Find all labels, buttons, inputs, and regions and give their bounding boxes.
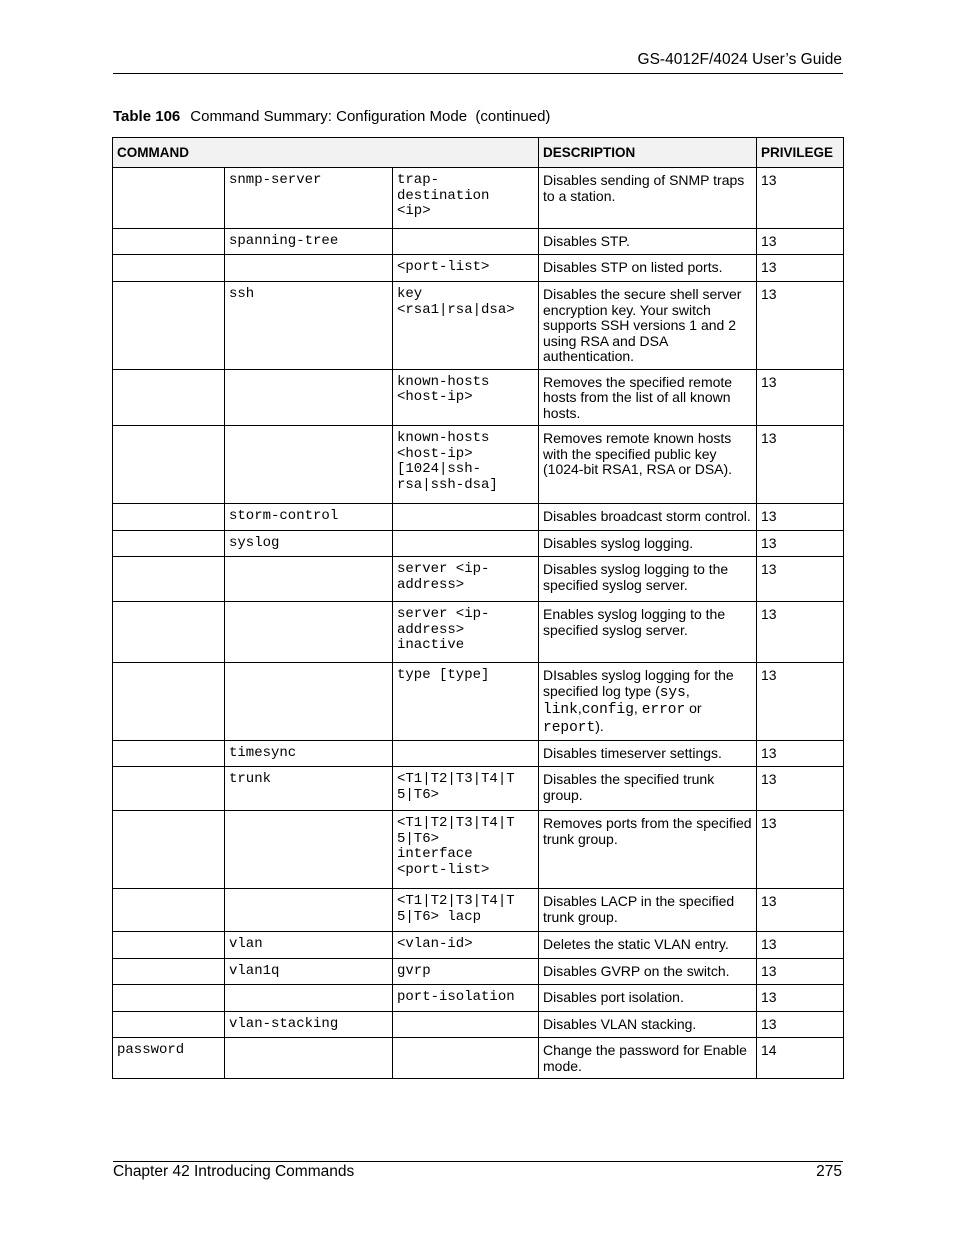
description-cell: Disables STP on listed ports. bbox=[539, 255, 757, 282]
subcommand-cell bbox=[225, 1038, 393, 1079]
description-cell: Disables syslog logging to the specified syslog server. bbox=[539, 557, 757, 602]
subcommand-cell: syslog bbox=[225, 531, 393, 557]
table-row bbox=[113, 811, 844, 889]
command-cell bbox=[113, 282, 225, 370]
command-cell bbox=[113, 959, 225, 985]
subcommand-cell bbox=[225, 369, 393, 426]
table-caption bbox=[113, 108, 550, 125]
privilege-cell: 13 bbox=[757, 531, 844, 557]
argument-cell bbox=[393, 1038, 539, 1079]
subcommand-cell: storm-control bbox=[225, 504, 393, 531]
argument-cell: <T1|T2|T3|T4|T 5|T6> bbox=[393, 767, 539, 811]
description-cell: Deletes the static VLAN entry. bbox=[539, 932, 757, 959]
table-row bbox=[113, 985, 844, 1012]
description-cell: Change the password for Enable mode. bbox=[539, 1038, 757, 1079]
subcommand-cell bbox=[225, 602, 393, 663]
table-row bbox=[113, 426, 844, 504]
table-body bbox=[113, 168, 844, 1079]
argument-cell: server <ip- address> inactive bbox=[393, 602, 539, 663]
command-cell bbox=[113, 168, 225, 229]
description-cell: Disables LACP in the specified trunk group. bbox=[539, 889, 757, 932]
command-cell bbox=[113, 557, 225, 602]
subcommand-cell: vlan-stacking bbox=[225, 1012, 393, 1038]
footer-chapter: Chapter 42 Introducing Commands bbox=[113, 1163, 355, 1180]
table-row bbox=[113, 255, 844, 282]
argument-cell bbox=[393, 1012, 539, 1038]
table-row bbox=[113, 369, 844, 426]
subcommand-cell bbox=[225, 557, 393, 602]
argument-cell: known-hosts <host-ip> bbox=[393, 369, 539, 426]
argument-cell: <port-list> bbox=[393, 255, 539, 282]
table-row bbox=[113, 504, 844, 531]
privilege-cell: 13 bbox=[757, 557, 844, 602]
subcommand-cell: timesync bbox=[225, 741, 393, 767]
argument-cell bbox=[393, 504, 539, 531]
privilege-cell: 13 bbox=[757, 282, 844, 370]
command-cell bbox=[113, 811, 225, 889]
table-row bbox=[113, 531, 844, 557]
command-cell bbox=[113, 504, 225, 531]
subcommand-cell bbox=[225, 663, 393, 741]
argument-cell: port-isolation bbox=[393, 985, 539, 1012]
description-cell: Disables STP. bbox=[539, 229, 757, 255]
command-summary-table bbox=[112, 137, 844, 1079]
argument-cell bbox=[393, 229, 539, 255]
table-row bbox=[113, 602, 844, 663]
description-cell: Removes the specified remote hosts from the list of all known hosts. bbox=[539, 369, 757, 426]
subcommand-cell: vlan1q bbox=[225, 959, 393, 985]
privilege-cell: 13 bbox=[757, 602, 844, 663]
subcommand-cell bbox=[225, 889, 393, 932]
privilege-cell: 13 bbox=[757, 932, 844, 959]
command-cell bbox=[113, 229, 225, 255]
description-cell: Disables port isolation. bbox=[539, 985, 757, 1012]
table-caption-number: Table 106 bbox=[113, 108, 181, 125]
command-cell bbox=[113, 767, 225, 811]
table-row bbox=[113, 1038, 844, 1079]
log-type-link: link bbox=[543, 702, 578, 718]
table-row bbox=[113, 932, 844, 959]
description-cell: Disables the specified trunk group. bbox=[539, 767, 757, 811]
subcommand-cell bbox=[225, 985, 393, 1012]
argument-cell: gvrp bbox=[393, 959, 539, 985]
command-cell bbox=[113, 369, 225, 426]
footer-rule bbox=[113, 1161, 843, 1162]
privilege-cell: 13 bbox=[757, 168, 844, 229]
subcommand-cell: ssh bbox=[225, 282, 393, 370]
table-row bbox=[113, 1012, 844, 1038]
table-row bbox=[113, 557, 844, 602]
command-cell bbox=[113, 602, 225, 663]
subcommand-cell: trunk bbox=[225, 767, 393, 811]
description-cell: Disables VLAN stacking. bbox=[539, 1012, 757, 1038]
page-header-title: GS-4012F/4024 User’s Guide bbox=[637, 51, 842, 68]
privilege-cell: 13 bbox=[757, 426, 844, 504]
privilege-cell: 13 bbox=[757, 889, 844, 932]
description-text: or bbox=[685, 700, 706, 716]
privilege-cell: 13 bbox=[757, 767, 844, 811]
header-command: COMMAND bbox=[113, 138, 539, 168]
argument-cell: key <rsa1|rsa|dsa> bbox=[393, 282, 539, 370]
argument-cell: <vlan-id> bbox=[393, 932, 539, 959]
table-header-row bbox=[113, 138, 844, 168]
privilege-cell: 13 bbox=[757, 255, 844, 282]
subcommand-cell bbox=[225, 255, 393, 282]
argument-cell: type [type] bbox=[393, 663, 539, 741]
privilege-cell: 13 bbox=[757, 985, 844, 1012]
description-text: ). bbox=[595, 717, 604, 734]
subcommand-cell: vlan bbox=[225, 932, 393, 959]
description-cell bbox=[539, 663, 757, 741]
description-cell: Disables sending of SNMP traps to a station. bbox=[539, 168, 757, 229]
privilege-cell: 13 bbox=[757, 229, 844, 255]
privilege-cell: 13 bbox=[757, 1012, 844, 1038]
subcommand-cell: snmp-server bbox=[225, 168, 393, 229]
argument-cell: <T1|T2|T3|T4|T 5|T6> lacp bbox=[393, 889, 539, 932]
command-cell bbox=[113, 932, 225, 959]
privilege-cell: 13 bbox=[757, 504, 844, 531]
command-cell bbox=[113, 741, 225, 767]
subcommand-cell: spanning-tree bbox=[225, 229, 393, 255]
command-cell bbox=[113, 426, 225, 504]
table-row bbox=[113, 767, 844, 811]
table-row bbox=[113, 741, 844, 767]
command-cell bbox=[113, 1012, 225, 1038]
privilege-cell: 13 bbox=[757, 369, 844, 426]
argument-cell: <T1|T2|T3|T4|T 5|T6> interface <port-list> bbox=[393, 811, 539, 889]
privilege-cell: 13 bbox=[757, 741, 844, 767]
description-cell: Disables syslog logging. bbox=[539, 531, 757, 557]
privilege-cell: 13 bbox=[757, 663, 844, 741]
table-row bbox=[113, 229, 844, 255]
privilege-cell: 13 bbox=[757, 811, 844, 889]
header-rule bbox=[113, 73, 843, 74]
command-cell bbox=[113, 889, 225, 932]
argument-cell bbox=[393, 531, 539, 557]
description-text: , bbox=[577, 700, 582, 716]
argument-cell: server <ip- address> bbox=[393, 557, 539, 602]
table-row bbox=[113, 282, 844, 370]
footer-page-number: 275 bbox=[816, 1163, 842, 1180]
log-type-config: config bbox=[581, 702, 634, 718]
subcommand-cell bbox=[225, 811, 393, 889]
description-cell: Enables syslog logging to the specified syslog server. bbox=[539, 602, 757, 663]
description-cell: Disables GVRP on the switch. bbox=[539, 959, 757, 985]
log-type-error: error bbox=[641, 702, 686, 718]
subcommand-cell bbox=[225, 426, 393, 504]
command-cell bbox=[113, 531, 225, 557]
table-row bbox=[113, 959, 844, 985]
command-cell: password bbox=[113, 1038, 225, 1079]
description-cell: Removes remote known hosts with the specified public key (1024-bit RSA1, RSA or DSA). bbox=[539, 426, 757, 504]
privilege-cell: 13 bbox=[757, 959, 844, 985]
table-row bbox=[113, 663, 844, 741]
table-row bbox=[113, 889, 844, 932]
description-text: , bbox=[685, 682, 694, 699]
command-cell bbox=[113, 663, 225, 741]
description-cell: Disables broadcast storm control. bbox=[539, 504, 757, 531]
description-text: , bbox=[633, 700, 642, 716]
privilege-cell: 14 bbox=[757, 1038, 844, 1079]
argument-cell bbox=[393, 741, 539, 767]
argument-cell: known-hosts <host-ip> [1024|ssh- rsa|ssh-dsa] bbox=[393, 426, 539, 504]
table-caption-text: Command Summary: Configuration Mode (continued) bbox=[190, 108, 551, 125]
description-cell: Disables timeserver settings. bbox=[539, 741, 757, 767]
header-description: DESCRIPTION bbox=[539, 138, 757, 168]
description-text: DIsables syslog logging for the specified log type ( bbox=[543, 667, 738, 699]
command-cell bbox=[113, 255, 225, 282]
table-row bbox=[113, 168, 844, 229]
description-cell: Disables the secure shell server encryption key. Your switch supports SSH versions 1 and 2 using RSA and DSA authentication. bbox=[539, 282, 757, 370]
header-privilege: PRIVILEGE bbox=[757, 138, 844, 168]
log-type-sys: sys bbox=[659, 684, 686, 701]
log-type-report: report bbox=[543, 719, 596, 736]
command-cell bbox=[113, 985, 225, 1012]
description-cell: Removes ports from the specified trunk group. bbox=[539, 811, 757, 889]
argument-cell: trap- destination <ip> bbox=[393, 168, 539, 229]
